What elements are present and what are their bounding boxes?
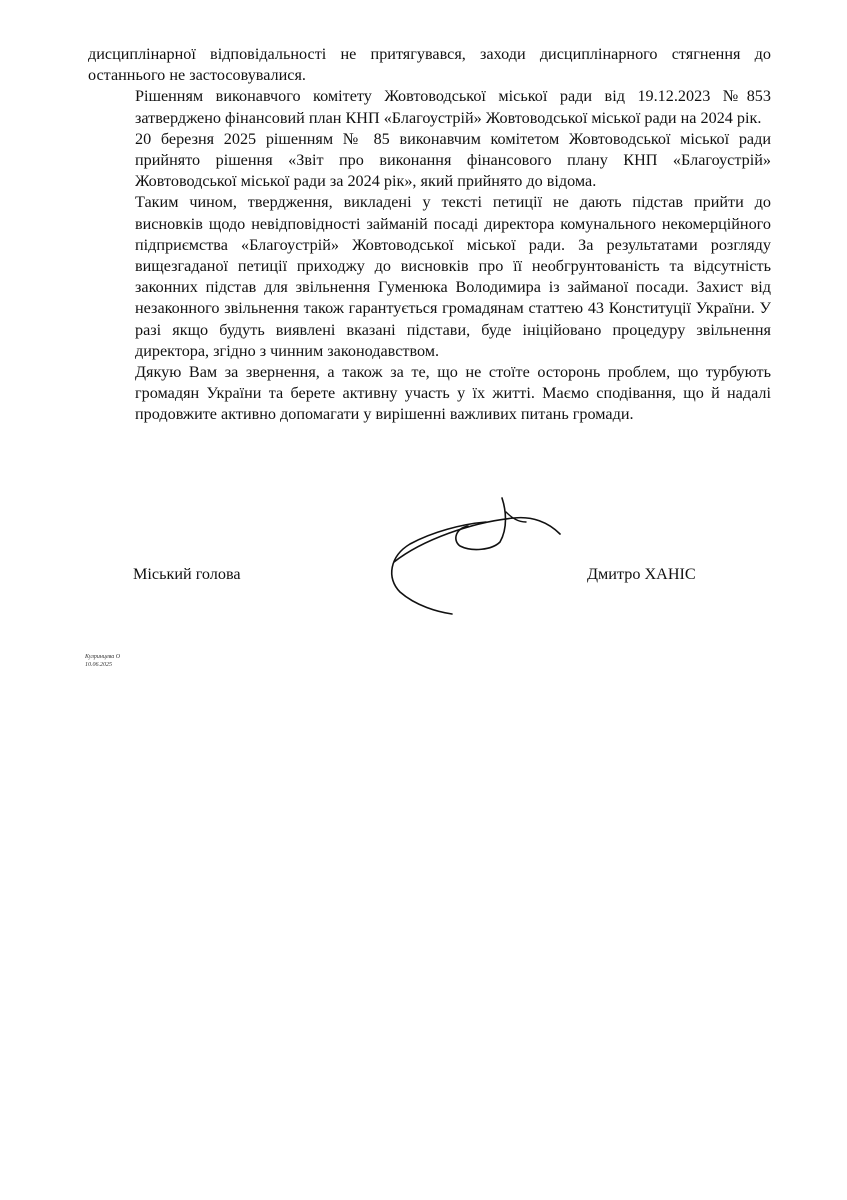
text-line: висновків щодо невідповідності займаній посаді директора комунального некомерційного (135, 214, 771, 233)
text-line: вищезгаданої петиції приходжу до висновків про її необгрунтованість та відсутність (135, 257, 771, 276)
text-line: прийнято рішення «Звіт про виконання фінансового плану КНП «Благоустрій» (135, 151, 771, 170)
text-line: підприємства «Благоустрій» Жовтоводської міської ради. За результатами розгляду (135, 235, 771, 254)
text-line: Дякую Вам за звернення, а також за те, що не стоїте осторонь проблем, що турбують (135, 363, 771, 382)
text-line: незаконного звільнення також гарантується громадянам статтею 43 Конституції України. У (135, 299, 771, 318)
handwritten-signature (382, 488, 572, 618)
text-line: Таким чином, твердження, викладені у тексті петиції не дають підстав прийти до (135, 193, 771, 212)
paragraph (88, 129, 771, 193)
executor-name: Кулринцева О (85, 654, 121, 660)
paragraph (88, 192, 771, 362)
text-line: затверджено фінансовий план КНП «Благоустрій» Жовтоводської міської ради на 2024 рік. (135, 108, 762, 127)
text-line: Жовтоводської міської ради за 2024 рік», який прийнято до відома. (135, 172, 597, 191)
text-line: дисциплінарної відповідальності не притягувався, заходи дисциплінарного стягнення до (88, 45, 771, 63)
executor-note (85, 653, 120, 669)
paragraph (88, 362, 771, 426)
text-line: продовжите активно допомагати у вирішенні важливих питань громади. (135, 405, 634, 424)
signatory-name: Дмитро ХАНІС (587, 565, 696, 583)
text-line: разі якщо будуть виявлені вказані підстави, буде ініційовано процедуру звільнення (135, 320, 771, 339)
text-line: законних підстав для звільнення Гуменюка Володимира із займаної посади. Захист від (135, 278, 771, 297)
letter-body (88, 44, 771, 426)
text-line: 20 березня 2025 рішенням № 85 виконавчим комітетом Жовтоводської міської ради (135, 129, 771, 148)
text-line: останнього не застосовувалися. (88, 66, 306, 85)
signatory-title: Міський голова (133, 565, 241, 583)
text-line: громадян України та берете активну участь у їх житті. Маємо сподівання, що й надалі (135, 384, 771, 403)
paragraph (88, 86, 771, 128)
text-line: директора, згідно з чинним законодавством. (135, 341, 440, 360)
paragraph (88, 44, 771, 86)
text-line: Рішенням виконавчого комітету Жовтоводської міської ради від 19.12.2023 №853 (135, 87, 771, 106)
executor-date: 10.06.2025 (85, 662, 112, 668)
